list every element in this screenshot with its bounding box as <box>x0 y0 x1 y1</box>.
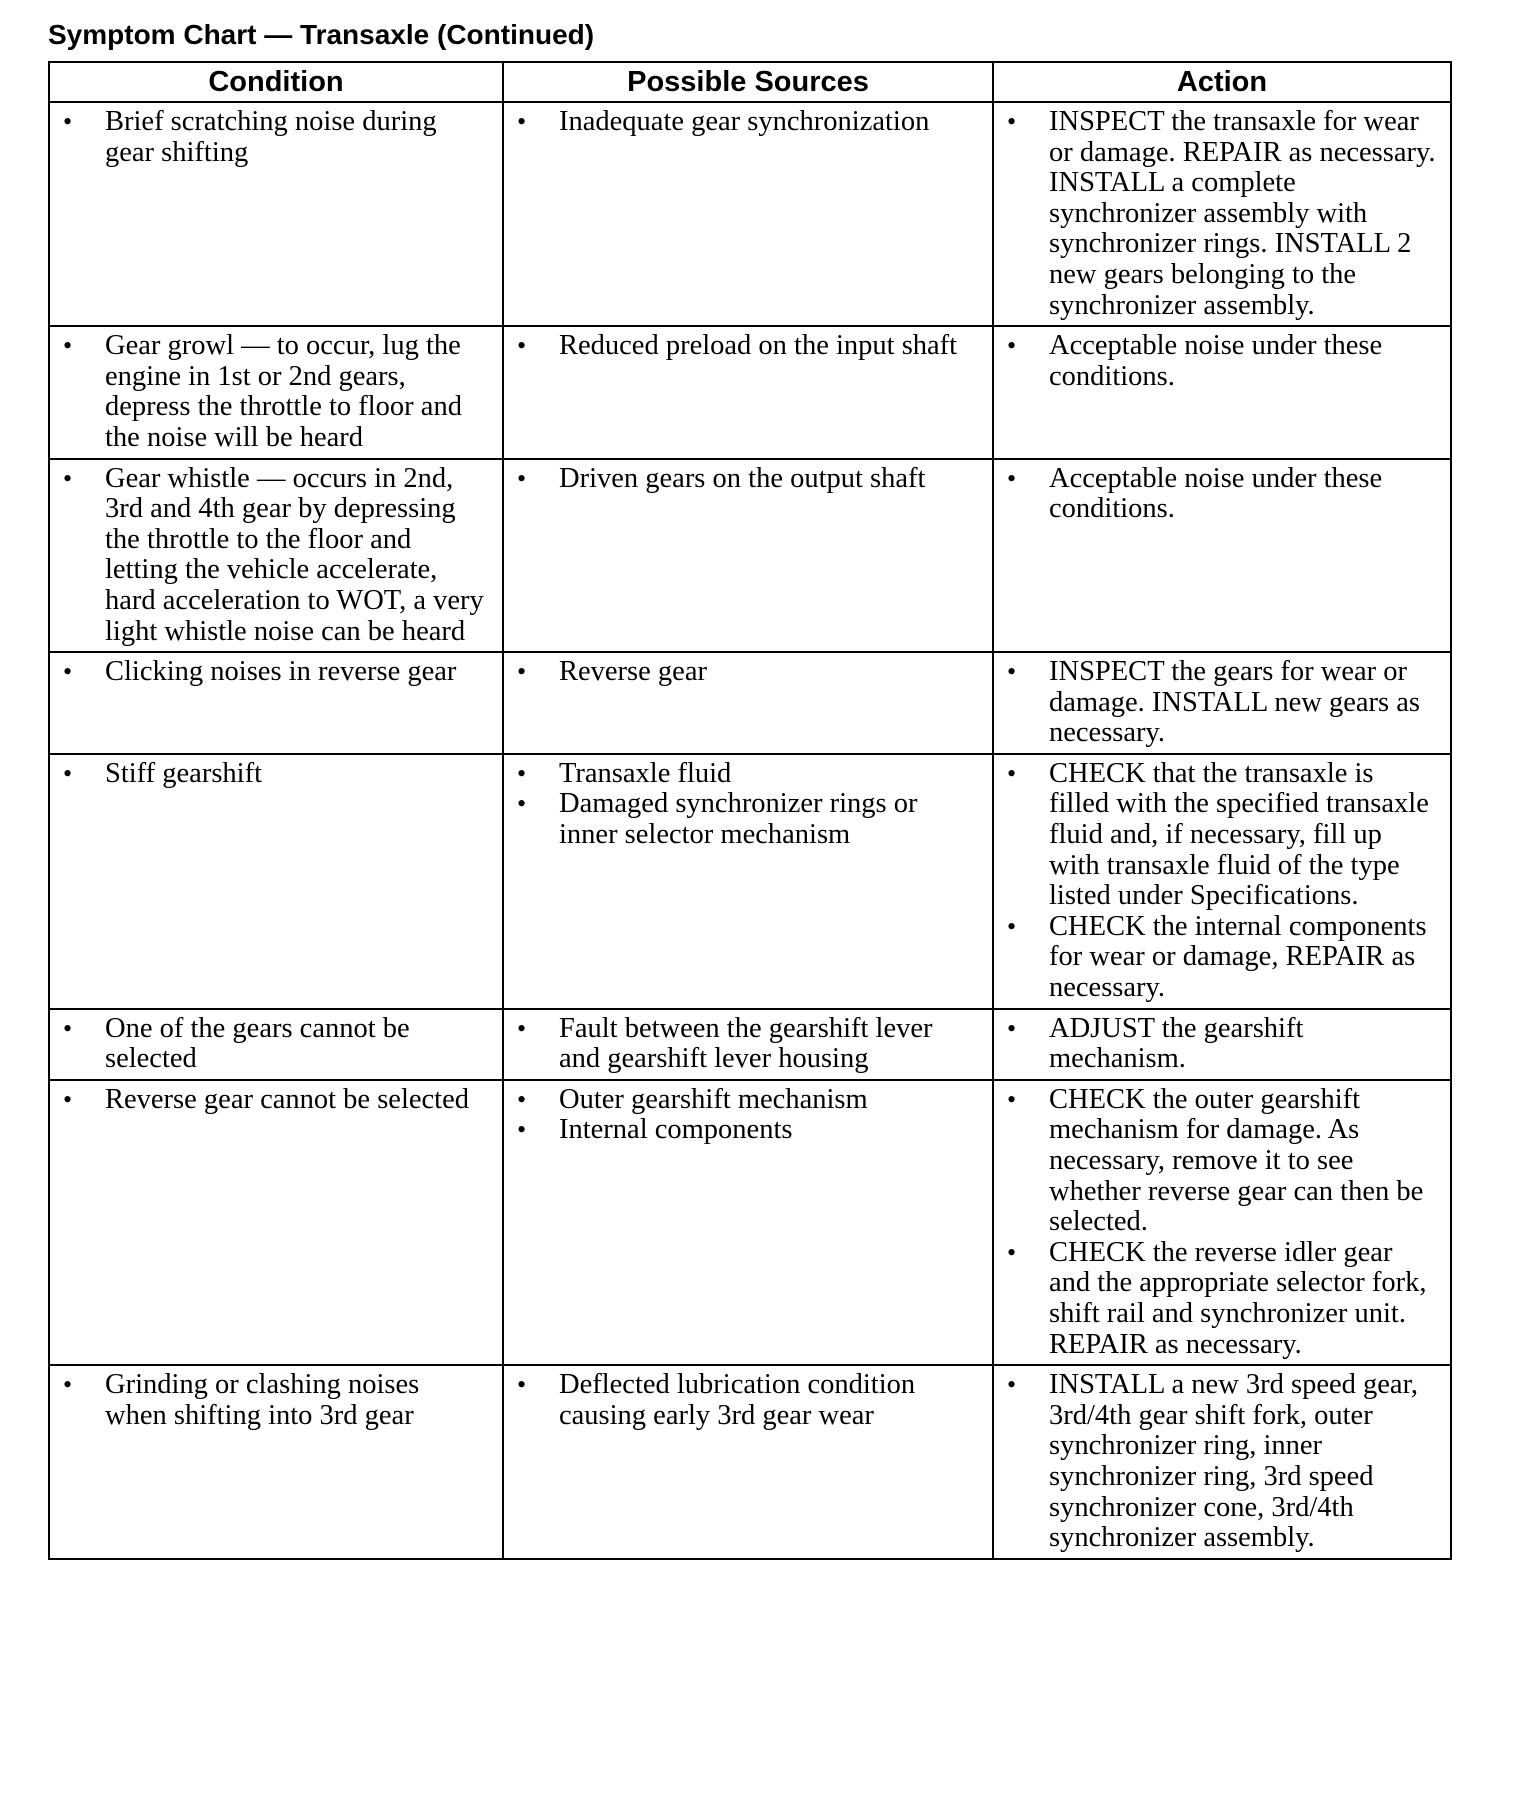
possible-sources-cell <box>503 1365 993 1559</box>
table-row <box>49 652 1451 754</box>
condition-item: • Gear whistle — occurs in 2nd, 3rd and 4th gear by depressing the throttle to the floor and letting the vehicle accelerate, hard acceleration to WOT, a very light whistle noise can be heard <box>50 464 488 648</box>
bullet-list <box>994 464 1436 525</box>
table-row <box>49 459 1451 653</box>
table-row <box>49 1009 1451 1080</box>
bullet-list <box>50 464 488 648</box>
source-item: • Reverse gear <box>504 657 978 688</box>
table-body <box>49 102 1451 1559</box>
bullet-list <box>50 1370 488 1431</box>
bullet-list <box>504 1370 978 1431</box>
source-item: • Outer gearshift mechanism <box>504 1085 978 1116</box>
condition-cell <box>49 1365 503 1559</box>
bullet-list <box>994 759 1436 1004</box>
column-header-action: Action <box>993 62 1451 102</box>
possible-sources-cell <box>503 754 993 1009</box>
bullet-list <box>994 107 1436 321</box>
bullet-list <box>504 331 978 362</box>
source-item: • Transaxle fluid <box>504 759 978 790</box>
bullet-list <box>504 1085 978 1146</box>
bullet-list <box>50 1014 488 1075</box>
bullet-list <box>50 759 488 790</box>
action-cell <box>993 102 1451 326</box>
action-cell <box>993 1365 1451 1559</box>
condition-cell <box>49 326 503 458</box>
page-title: Symptom Chart — Transaxle (Continued) <box>48 19 595 50</box>
bullet-list <box>504 657 978 688</box>
table-header-row <box>49 62 1451 102</box>
action-item: • Acceptable noise under these conditions. <box>994 331 1436 392</box>
table-row <box>49 754 1451 1009</box>
bullet-list <box>504 464 978 495</box>
bullet-list <box>994 1370 1436 1554</box>
table-row <box>49 326 1451 458</box>
action-cell <box>993 1080 1451 1365</box>
condition-item: • Stiff gearshift <box>50 759 488 790</box>
possible-sources-cell <box>503 652 993 754</box>
possible-sources-cell <box>503 1080 993 1365</box>
bullet-list <box>50 331 488 453</box>
action-item: • Acceptable noise under these conditions. <box>994 464 1436 525</box>
condition-item: • Reverse gear cannot be selected <box>50 1085 488 1116</box>
condition-item: • Clicking noises in reverse gear <box>50 657 488 688</box>
action-item: • INSTALL a new 3rd speed gear, 3rd/4th gear shift fork, outer synchronizer ring, inner synchronizer ring, 3rd speed synchronizer cone, 3rd/4th synchronizer assembly. <box>994 1370 1436 1554</box>
action-item: • INSPECT the gears for wear or damage. INSTALL new gears as necessary. <box>994 657 1436 749</box>
action-item: • CHECK the reverse idler gear and the appropriate selector fork, shift rail and synchronizer unit. REPAIR as necessary. <box>994 1238 1436 1360</box>
action-item: • CHECK the internal components for wear or damage, REPAIR as necessary. <box>994 912 1436 1004</box>
condition-item: • Gear growl — to occur, lug the engine in 1st or 2nd gears, depress the throttle to floor and the noise will be heard <box>50 331 488 453</box>
action-cell <box>993 1009 1451 1080</box>
possible-sources-cell <box>503 102 993 326</box>
action-item: • CHECK that the transaxle is filled with the specified transaxle fluid and, if necessary, fill up with transaxle fluid of the type listed under Specifications. <box>994 759 1436 912</box>
possible-sources-cell <box>503 459 993 653</box>
bullet-list <box>994 331 1436 392</box>
condition-cell <box>49 102 503 326</box>
bullet-list <box>994 657 1436 749</box>
source-item: • Damaged synchronizer rings or inner selector mechanism <box>504 789 978 850</box>
source-item: • Deflected lubrication condition causing early 3rd gear wear <box>504 1370 978 1431</box>
condition-item: • One of the gears cannot be selected <box>50 1014 488 1075</box>
bullet-list <box>50 657 488 688</box>
table-row <box>49 1365 1451 1559</box>
source-item: • Reduced preload on the input shaft <box>504 331 978 362</box>
symptom-chart-table <box>48 61 1452 1560</box>
table-row <box>49 102 1451 326</box>
column-header-possible-sources: Possible Sources <box>503 62 993 102</box>
bullet-list <box>50 1085 488 1116</box>
table-row <box>49 1080 1451 1365</box>
source-item: • Driven gears on the output shaft <box>504 464 978 495</box>
source-item: • Inadequate gear synchronization <box>504 107 978 138</box>
condition-cell <box>49 754 503 1009</box>
source-item: • Fault between the gearshift lever and gearshift lever housing <box>504 1014 978 1075</box>
action-item: • ADJUST the gearshift mechanism. <box>994 1014 1436 1075</box>
condition-cell <box>49 652 503 754</box>
bullet-list <box>994 1085 1436 1360</box>
action-cell <box>993 754 1451 1009</box>
action-cell <box>993 652 1451 754</box>
action-cell <box>993 326 1451 458</box>
condition-item: • Grinding or clashing noises when shifting into 3rd gear <box>50 1370 488 1431</box>
bullet-list <box>504 107 978 138</box>
possible-sources-cell <box>503 1009 993 1080</box>
bullet-list <box>50 107 488 168</box>
action-cell <box>993 459 1451 653</box>
condition-cell <box>49 1009 503 1080</box>
possible-sources-cell <box>503 326 993 458</box>
condition-cell <box>49 1080 503 1365</box>
condition-cell <box>49 459 503 653</box>
condition-item: • Brief scratching noise during gear shifting <box>50 107 488 168</box>
bullet-list <box>504 759 978 851</box>
bullet-list <box>994 1014 1436 1075</box>
source-item: • Internal components <box>504 1115 978 1146</box>
action-item: • CHECK the outer gearshift mechanism for damage. As necessary, remove it to see whether reverse gear can then be selected. <box>994 1085 1436 1238</box>
column-header-condition: Condition <box>49 62 503 102</box>
bullet-list <box>504 1014 978 1075</box>
action-item: • INSPECT the transaxle for wear or damage. REPAIR as necessary. INSTALL a complete synchronizer assembly with synchronizer rings. INSTALL 2 new gears belonging to the synchronizer assembly. <box>994 107 1436 321</box>
